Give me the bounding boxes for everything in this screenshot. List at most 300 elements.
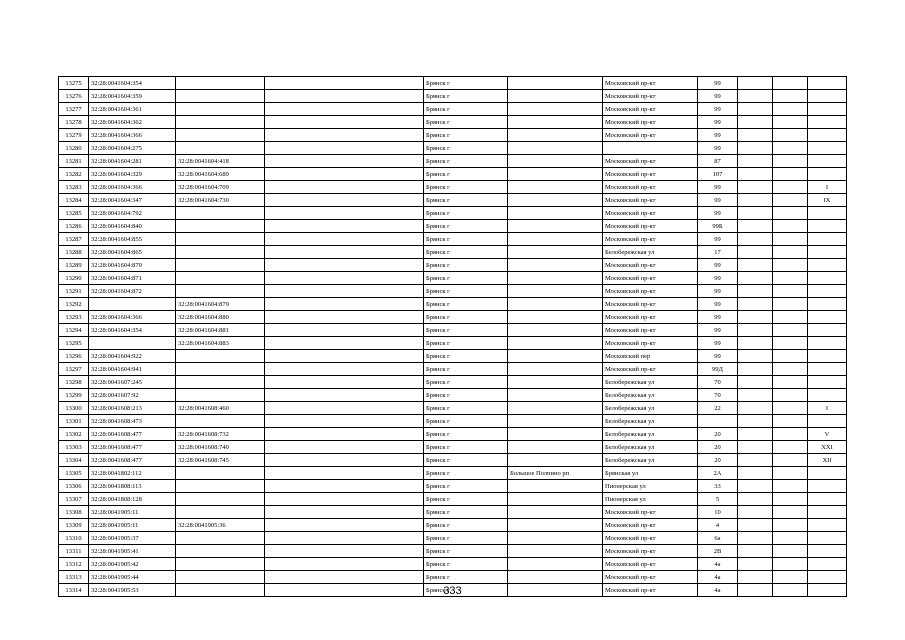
cell-settlement	[508, 363, 603, 376]
cell-row-number: 13310	[59, 532, 89, 545]
cell-city: Брянск г	[424, 415, 508, 428]
cell-empty-column	[265, 532, 424, 545]
cell-empty-column	[265, 103, 424, 116]
cell-street: Московский пр-кт	[603, 519, 698, 532]
cell-room-number	[808, 376, 847, 389]
cell-structure	[773, 272, 808, 285]
cell-parent-cadastral-number	[176, 532, 265, 545]
cell-structure	[773, 480, 808, 493]
cell-parent-cadastral-number	[176, 571, 265, 584]
table-row	[59, 389, 847, 402]
cell-house-number: 70	[698, 389, 738, 402]
table-row	[59, 220, 847, 233]
cell-house-number: 70	[698, 376, 738, 389]
table-row	[59, 493, 847, 506]
cell-city: Брянск г	[424, 207, 508, 220]
cell-cadastral-number: 32:28:0041604:281	[89, 155, 176, 168]
cell-house-number: 99	[698, 194, 738, 207]
cell-parent-cadastral-number: 32:28:0041608:732	[176, 428, 265, 441]
cell-street: Московский пр-кт	[603, 181, 698, 194]
cell-street	[603, 142, 698, 155]
cell-street: Московский пр-кт	[603, 285, 698, 298]
cell-cadastral-number: 32:28:0041607:245	[89, 376, 176, 389]
cell-settlement	[508, 207, 603, 220]
cell-structure	[773, 311, 808, 324]
cell-room-number	[808, 168, 847, 181]
cell-building	[738, 428, 773, 441]
cell-room-number	[808, 493, 847, 506]
cell-building	[738, 467, 773, 480]
cell-structure	[773, 233, 808, 246]
cell-settlement	[508, 272, 603, 285]
table-row	[59, 376, 847, 389]
cell-empty-column	[265, 246, 424, 259]
table-row	[59, 77, 847, 90]
cell-parent-cadastral-number: 32:28:0041604:418	[176, 155, 265, 168]
cell-row-number: 13280	[59, 142, 89, 155]
cell-street: Московский пр-кт	[603, 532, 698, 545]
cell-city: Брянск г	[424, 168, 508, 181]
cell-cadastral-number: 32:28:0041604:922	[89, 350, 176, 363]
cell-house-number: 99	[698, 337, 738, 350]
cell-row-number: 13291	[59, 285, 89, 298]
cell-street: Московский пр-кт	[603, 168, 698, 181]
cell-empty-column	[265, 272, 424, 285]
cell-structure	[773, 532, 808, 545]
cell-city: Брянск г	[424, 285, 508, 298]
cell-settlement	[508, 389, 603, 402]
cell-row-number: 13278	[59, 116, 89, 129]
cell-building	[738, 571, 773, 584]
cell-street: Белобережская ул	[603, 415, 698, 428]
cell-empty-column	[265, 194, 424, 207]
cell-settlement	[508, 402, 603, 415]
cell-building	[738, 77, 773, 90]
cell-parent-cadastral-number	[176, 389, 265, 402]
cell-structure	[773, 259, 808, 272]
cell-empty-column	[265, 233, 424, 246]
table-row	[59, 480, 847, 493]
cell-city: Брянск г	[424, 480, 508, 493]
table-row	[59, 402, 847, 415]
cell-street: Белобережская ул	[603, 389, 698, 402]
cell-empty-column	[265, 285, 424, 298]
cell-house-number: 99	[698, 311, 738, 324]
cell-row-number: 13305	[59, 467, 89, 480]
cell-street: Белобережская ул	[603, 402, 698, 415]
cell-street: Московский пр-кт	[603, 298, 698, 311]
table-row	[59, 272, 847, 285]
table-row	[59, 519, 847, 532]
cell-room-number	[808, 116, 847, 129]
cell-parent-cadastral-number	[176, 246, 265, 259]
cell-street: Московский пр-кт	[603, 155, 698, 168]
cell-room-number	[808, 233, 847, 246]
cell-settlement	[508, 259, 603, 272]
cell-empty-column	[265, 142, 424, 155]
cell-house-number: 2В	[698, 545, 738, 558]
cell-cadastral-number: 32:28:0041608:477	[89, 454, 176, 467]
cell-street: Московский пер	[603, 350, 698, 363]
cell-settlement	[508, 376, 603, 389]
table-row	[59, 441, 847, 454]
cell-room-number	[808, 571, 847, 584]
cell-parent-cadastral-number	[176, 272, 265, 285]
table-row	[59, 207, 847, 220]
cell-structure	[773, 519, 808, 532]
cell-row-number: 13301	[59, 415, 89, 428]
cell-building	[738, 207, 773, 220]
cell-city: Брянск г	[424, 142, 508, 155]
cell-street: Белобережская ул	[603, 441, 698, 454]
cell-room-number: XII	[808, 454, 847, 467]
cell-cadastral-number: 32:28:0041608:477	[89, 428, 176, 441]
table-row	[59, 246, 847, 259]
cell-house-number: 99	[698, 77, 738, 90]
cell-parent-cadastral-number: 32:28:0041604:881	[176, 324, 265, 337]
cell-structure	[773, 116, 808, 129]
cell-row-number: 13295	[59, 337, 89, 350]
cell-city: Брянск г	[424, 103, 508, 116]
cell-room-number	[808, 246, 847, 259]
table-row	[59, 311, 847, 324]
cell-row-number: 13277	[59, 103, 89, 116]
cell-empty-column	[265, 90, 424, 103]
cell-house-number: 4а	[698, 558, 738, 571]
cell-cadastral-number: 32:28:0041905:11	[89, 506, 176, 519]
table-row	[59, 350, 847, 363]
cell-parent-cadastral-number	[176, 207, 265, 220]
cell-row-number: 13302	[59, 428, 89, 441]
cell-house-number: 4а	[698, 584, 738, 597]
cell-city: Брянск г	[424, 389, 508, 402]
cell-house-number: 20	[698, 441, 738, 454]
cell-house-number: 99	[698, 272, 738, 285]
cell-settlement	[508, 480, 603, 493]
cell-room-number	[808, 519, 847, 532]
cell-parent-cadastral-number: 32:28:0041905:36	[176, 519, 265, 532]
cell-room-number: XXI	[808, 441, 847, 454]
cell-settlement	[508, 142, 603, 155]
table-body	[59, 77, 847, 597]
cell-settlement	[508, 337, 603, 350]
cell-cadastral-number: 32:28:0041604:366	[89, 181, 176, 194]
cell-empty-column	[265, 571, 424, 584]
cell-settlement	[508, 441, 603, 454]
cell-settlement	[508, 324, 603, 337]
cell-building	[738, 558, 773, 571]
cell-room-number: I	[808, 402, 847, 415]
table-row	[59, 363, 847, 376]
table-row	[59, 454, 847, 467]
cell-street: Московский пр-кт	[603, 77, 698, 90]
table-row	[59, 298, 847, 311]
cell-structure	[773, 467, 808, 480]
cell-structure	[773, 194, 808, 207]
cell-row-number: 13307	[59, 493, 89, 506]
cell-empty-column	[265, 454, 424, 467]
cell-row-number: 13282	[59, 168, 89, 181]
cell-settlement	[508, 506, 603, 519]
table-row	[59, 415, 847, 428]
cell-row-number: 13308	[59, 506, 89, 519]
cell-row-number: 13281	[59, 155, 89, 168]
cell-parent-cadastral-number	[176, 558, 265, 571]
cell-row-number: 13313	[59, 571, 89, 584]
cell-cadastral-number: 32:28:0041608:473	[89, 415, 176, 428]
cell-parent-cadastral-number: 32:28:0041608:460	[176, 402, 265, 415]
cell-city: Брянск г	[424, 324, 508, 337]
cell-settlement	[508, 532, 603, 545]
cell-street: Московский пр-кт	[603, 194, 698, 207]
cell-parent-cadastral-number	[176, 259, 265, 272]
cell-structure	[773, 454, 808, 467]
table-row	[59, 545, 847, 558]
table-row	[59, 233, 847, 246]
table-row	[59, 324, 847, 337]
cell-parent-cadastral-number	[176, 506, 265, 519]
cell-structure	[773, 376, 808, 389]
cell-structure	[773, 129, 808, 142]
cell-building	[738, 441, 773, 454]
cell-structure	[773, 142, 808, 155]
cell-empty-column	[265, 155, 424, 168]
cell-room-number	[808, 324, 847, 337]
cell-row-number: 13279	[59, 129, 89, 142]
cell-structure	[773, 350, 808, 363]
cell-room-number	[808, 350, 847, 363]
cell-cadastral-number: 32:28:0041905:41	[89, 545, 176, 558]
cell-building	[738, 480, 773, 493]
cell-house-number: 107	[698, 168, 738, 181]
cell-street: Московский пр-кт	[603, 116, 698, 129]
cell-room-number	[808, 259, 847, 272]
registry-table	[58, 76, 847, 597]
table-row	[59, 532, 847, 545]
cell-cadastral-number: 32:28:0041604:366	[89, 129, 176, 142]
cell-row-number: 13285	[59, 207, 89, 220]
cell-building	[738, 545, 773, 558]
cell-settlement	[508, 168, 603, 181]
cell-city: Брянск г	[424, 129, 508, 142]
table-row	[59, 467, 847, 480]
cell-empty-column	[265, 428, 424, 441]
cell-building	[738, 285, 773, 298]
cell-building	[738, 350, 773, 363]
cell-parent-cadastral-number	[176, 90, 265, 103]
table-row	[59, 428, 847, 441]
cell-city: Брянск г	[424, 558, 508, 571]
cell-structure	[773, 90, 808, 103]
cell-empty-column	[265, 220, 424, 233]
cell-settlement	[508, 571, 603, 584]
cell-street: Пионерская ул	[603, 480, 698, 493]
cell-city: Брянск г	[424, 506, 508, 519]
cell-parent-cadastral-number: 32:28:0041604:883	[176, 337, 265, 350]
cell-building	[738, 116, 773, 129]
cell-street: Московский пр-кт	[603, 220, 698, 233]
cell-city: Брянск г	[424, 402, 508, 415]
cell-building	[738, 493, 773, 506]
cell-settlement	[508, 415, 603, 428]
cell-cadastral-number: 32:28:0041604:354	[89, 324, 176, 337]
cell-parent-cadastral-number	[176, 480, 265, 493]
cell-house-number: 99	[698, 298, 738, 311]
cell-street: Московский пр-кт	[603, 103, 698, 116]
cell-parent-cadastral-number	[176, 285, 265, 298]
cell-city: Брянск г	[424, 493, 508, 506]
cell-structure	[773, 506, 808, 519]
cell-street: Московский пр-кт	[603, 363, 698, 376]
table-row	[59, 285, 847, 298]
cell-empty-column	[265, 480, 424, 493]
cell-structure	[773, 103, 808, 116]
cell-cadastral-number: 32:28:0041905:42	[89, 558, 176, 571]
cell-city: Брянск г	[424, 181, 508, 194]
cell-room-number	[808, 285, 847, 298]
cell-room-number	[808, 532, 847, 545]
cell-settlement	[508, 545, 603, 558]
cell-cadastral-number: 32:28:0041604:362	[89, 116, 176, 129]
cell-building	[738, 233, 773, 246]
cell-house-number: 99	[698, 233, 738, 246]
cell-cadastral-number: 32:28:0041802:112	[89, 467, 176, 480]
cell-house-number: 4а	[698, 571, 738, 584]
cell-parent-cadastral-number: 32:28:0041604:879	[176, 298, 265, 311]
cell-cadastral-number: 32:28:0041808:113	[89, 480, 176, 493]
page-number: 333	[443, 585, 462, 597]
table-row	[59, 558, 847, 571]
cell-empty-column	[265, 376, 424, 389]
cell-building	[738, 519, 773, 532]
cell-building	[738, 194, 773, 207]
cell-row-number: 13287	[59, 233, 89, 246]
cell-settlement: Большое Полпино рп	[508, 467, 603, 480]
cell-building	[738, 363, 773, 376]
cell-row-number: 13292	[59, 298, 89, 311]
cell-room-number	[808, 207, 847, 220]
cell-empty-column	[265, 259, 424, 272]
cell-street: Московский пр-кт	[603, 90, 698, 103]
cell-city: Брянск г	[424, 363, 508, 376]
cell-building	[738, 389, 773, 402]
cell-city: Брянск г	[424, 337, 508, 350]
cell-house-number: 99	[698, 181, 738, 194]
cell-room-number	[808, 545, 847, 558]
cell-structure	[773, 181, 808, 194]
cell-structure	[773, 363, 808, 376]
cell-room-number	[808, 129, 847, 142]
cell-city: Брянск г	[424, 77, 508, 90]
cell-structure	[773, 389, 808, 402]
cell-settlement	[508, 350, 603, 363]
cell-row-number: 13298	[59, 376, 89, 389]
cell-cadastral-number: 32:28:0041604:840	[89, 220, 176, 233]
cell-street: Московский пр-кт	[603, 324, 698, 337]
cell-settlement	[508, 77, 603, 90]
cell-cadastral-number: 32:28:0041604:941	[89, 363, 176, 376]
cell-house-number: 99	[698, 259, 738, 272]
cell-building	[738, 324, 773, 337]
cell-row-number: 13306	[59, 480, 89, 493]
cell-building	[738, 376, 773, 389]
cell-house-number: 99Б	[698, 220, 738, 233]
cell-house-number: 87	[698, 155, 738, 168]
cell-row-number: 13290	[59, 272, 89, 285]
cell-house-number: 10	[698, 506, 738, 519]
cell-room-number: I	[808, 181, 847, 194]
cell-parent-cadastral-number	[176, 103, 265, 116]
cell-row-number: 13286	[59, 220, 89, 233]
cell-room-number	[808, 220, 847, 233]
cell-structure	[773, 324, 808, 337]
cell-structure	[773, 246, 808, 259]
cell-settlement	[508, 90, 603, 103]
cell-empty-column	[265, 363, 424, 376]
cell-street: Московский пр-кт	[603, 571, 698, 584]
cell-structure	[773, 155, 808, 168]
cell-street: Московский пр-кт	[603, 259, 698, 272]
cell-room-number	[808, 415, 847, 428]
cell-empty-column	[265, 402, 424, 415]
cell-parent-cadastral-number	[176, 376, 265, 389]
cell-street: Московский пр-кт	[603, 207, 698, 220]
table-row	[59, 168, 847, 181]
cell-parent-cadastral-number	[176, 467, 265, 480]
cell-cadastral-number: 32:28:0041604:855	[89, 233, 176, 246]
cell-structure	[773, 402, 808, 415]
cell-cadastral-number	[89, 298, 176, 311]
cell-parent-cadastral-number	[176, 233, 265, 246]
cell-parent-cadastral-number	[176, 415, 265, 428]
cell-cadastral-number: 32:28:0041905:44	[89, 571, 176, 584]
cell-city: Брянск г	[424, 311, 508, 324]
cell-street: Московский пр-кт	[603, 337, 698, 350]
cell-settlement	[508, 519, 603, 532]
cell-city: Брянск г	[424, 116, 508, 129]
cell-building	[738, 90, 773, 103]
cell-row-number: 13314	[59, 584, 89, 597]
cell-empty-column	[265, 467, 424, 480]
cell-empty-column	[265, 77, 424, 90]
cell-building	[738, 272, 773, 285]
cell-empty-column	[265, 324, 424, 337]
cell-settlement	[508, 558, 603, 571]
cell-room-number	[808, 389, 847, 402]
cell-cadastral-number: 32:28:0041604:366	[89, 311, 176, 324]
cell-settlement	[508, 155, 603, 168]
cell-street: Брянская ул	[603, 467, 698, 480]
cell-city: Брянск г	[424, 454, 508, 467]
cell-building	[738, 129, 773, 142]
cell-structure	[773, 441, 808, 454]
cell-row-number: 13289	[59, 259, 89, 272]
cell-building	[738, 220, 773, 233]
cell-building	[738, 246, 773, 259]
cell-room-number	[808, 558, 847, 571]
cell-empty-column	[265, 493, 424, 506]
cell-building	[738, 311, 773, 324]
cell-row-number: 13284	[59, 194, 89, 207]
cell-empty-column	[265, 116, 424, 129]
cell-house-number: 99	[698, 207, 738, 220]
cell-cadastral-number: 32:28:0041607:92	[89, 389, 176, 402]
cell-settlement	[508, 246, 603, 259]
cell-settlement	[508, 493, 603, 506]
cell-settlement	[508, 298, 603, 311]
cell-building	[738, 181, 773, 194]
cell-empty-column	[265, 545, 424, 558]
